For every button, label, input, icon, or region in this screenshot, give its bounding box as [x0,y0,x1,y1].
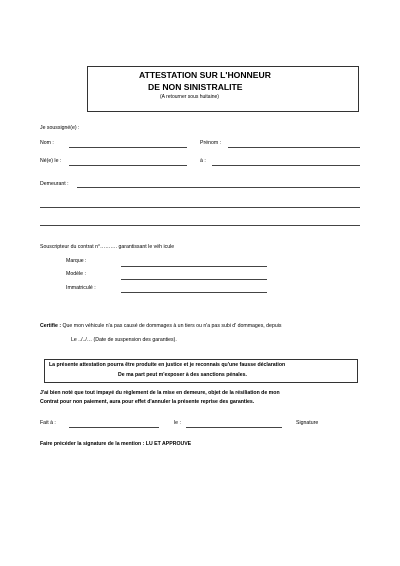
fait-a-field[interactable] [69,427,159,428]
je-soussigne-label: Je soussigné(e) : [40,125,80,131]
notice-line1: La présente attestation pourra être produite en justice et je reconnais qu'une fausse déclaration [49,362,286,368]
nom-label: Nom : [40,140,54,146]
notice-line2: De ma part peut m'exposer à des sanctions pénales. [118,372,247,378]
adresse-field-line3[interactable] [40,225,360,226]
marque-field[interactable] [121,266,267,267]
marque-label: Marque : [66,258,87,264]
prenom-field[interactable] [228,147,360,148]
date-naissance-field[interactable] [69,165,187,166]
certifie-label: Certifie : [40,323,62,329]
prenom-label: Prénom : [200,140,222,146]
demeurant-label: Demeurant : [40,181,69,187]
souscripteur-text: Souscripteur du contrat n°………. garantissant le véh icule [40,244,175,250]
ne-le-label: Né(e) le : [40,158,62,164]
adresse-field[interactable] [77,187,360,188]
certifie-text: Que mon véhicule n'a pas causé de dommages à un tiers ou n'a pas subi d' dommages, depuis [62,323,282,329]
immatricule-label: Immatriculé : [66,285,96,291]
suspension-date-text: Le ../../… (Date de suspension des garanties). [71,337,177,343]
document-title-line2: DE NON SINISTRALITE [148,82,243,92]
document-subtitle: (A retourner sous huitaine) [160,94,219,100]
adresse-field-line2[interactable] [40,207,360,208]
mention-text: Faire précéder la signature de la mention : LU ET APPROUVE [40,441,192,447]
payment-line2: Contrat pour non paiement, aura pour effet d'annuler la présente reprise des garanties. [40,399,255,405]
modele-label: Modèle : [66,271,86,277]
lieu-naissance-label: à : [200,158,206,164]
lieu-naissance-field[interactable] [212,165,360,166]
le-label: le : [174,420,181,426]
certifie-paragraph [40,323,281,329]
modele-field[interactable] [121,279,267,280]
payment-line1: J'ai bien noté que tout impayé du règlement de la mise en demeure, objet de la résiliation de mon [40,390,280,396]
fait-a-label: Fait à : [40,420,56,426]
immatricule-field[interactable] [121,292,267,293]
signature-label: Signature [296,420,319,426]
date-signature-field[interactable] [186,427,282,428]
nom-field[interactable] [69,147,187,148]
document-title: ATTESTATION SUR L'HONNEUR [139,70,271,80]
